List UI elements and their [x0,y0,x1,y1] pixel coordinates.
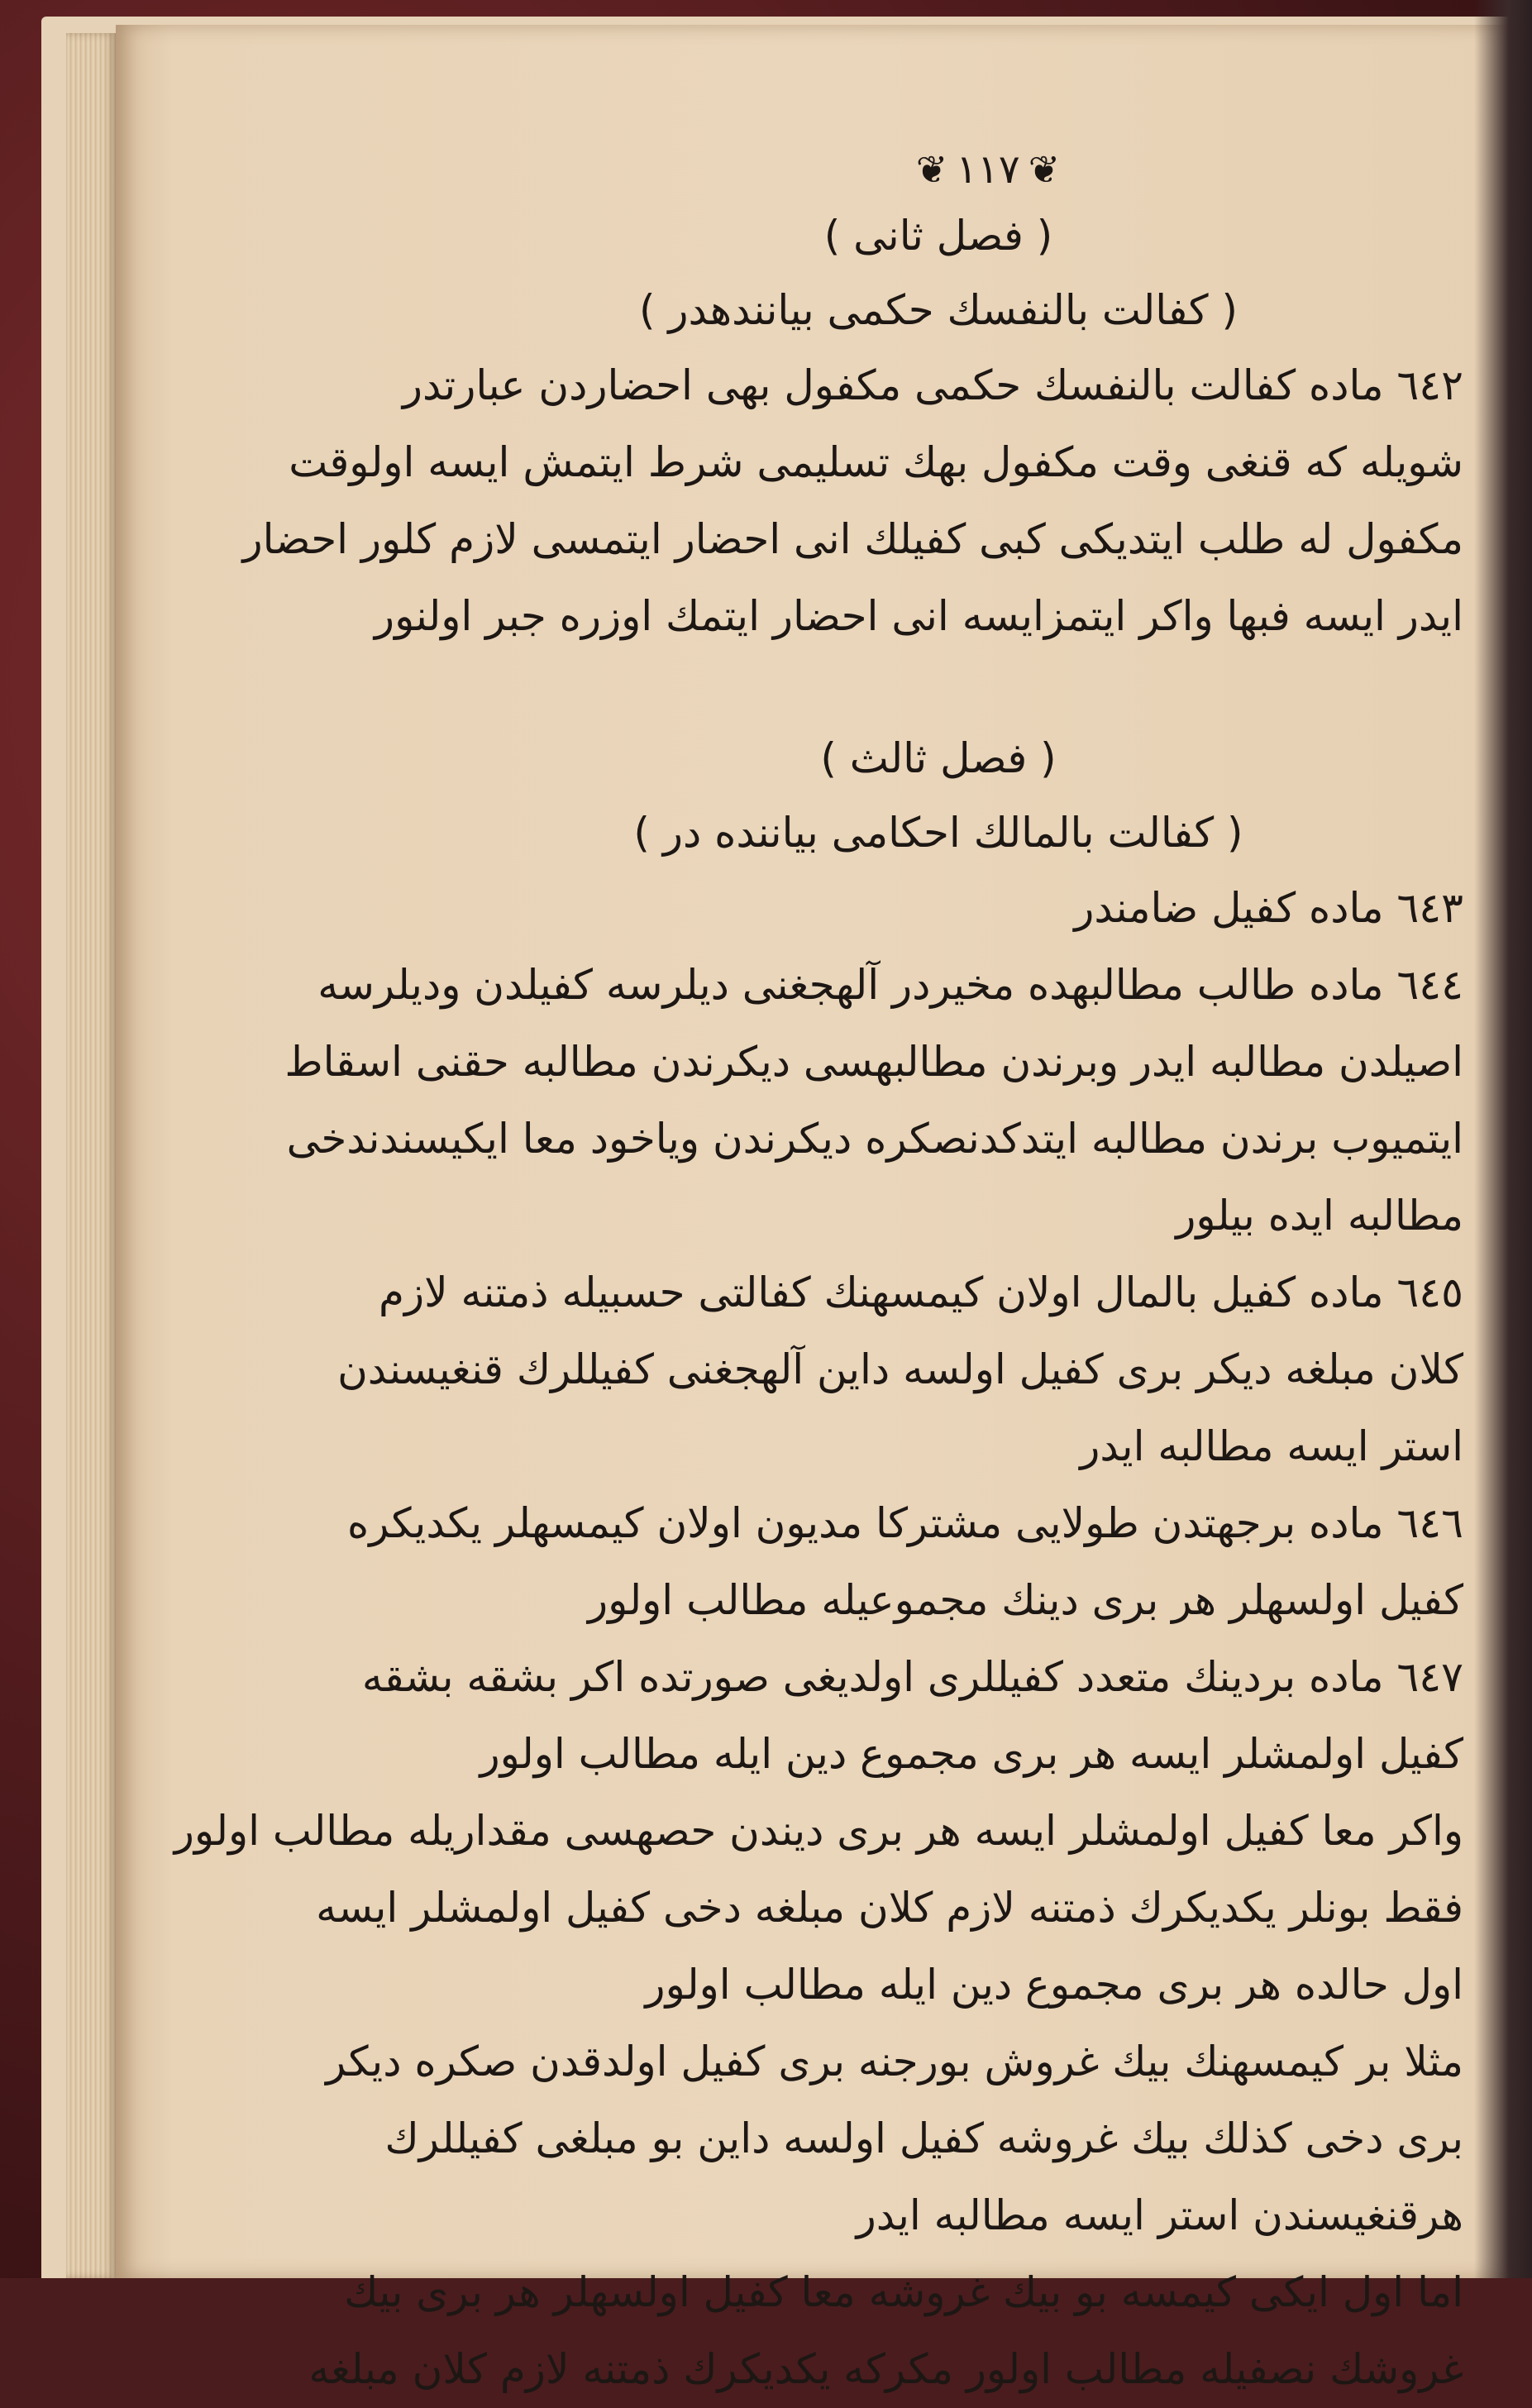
text-line: مطالبه ایده بیلور [1176,1192,1463,1240]
text-line: ایتمیوب برندن مطالبه ایتدکدنصکره دیکرندن ویاخود معا ایکیسندندخی [286,1115,1463,1163]
right-edge [1474,0,1532,2278]
page-number: ١١٧ [956,146,1020,193]
text-line: استر ایسه مطالبه ایدر [1080,1422,1463,1470]
page-edges [66,33,116,2278]
text-line: بری دخی کذلك بیك غروشه کفیل اولسه داین بو مبلغی کفیللرك [384,2114,1463,2162]
text-line: واکر معا کفیل اولمشلر ایسه هر بری دیندن حصهسی مقداریله مطالب اولور [174,1807,1463,1855]
text-line: مثلا بر کیمسهنك بیك غروش بورجنه بری کفیل اولدقدن صکره دیکر [326,2038,1463,2086]
section-title: ( فصل ثانی ) [823,212,1053,260]
text-line: شویله که قنغی وقت مکفول بهك تسلیمی شرط ایتمش ایسه اولوقت [289,438,1463,486]
text-line: ٦٤٢ ماده کفالت بالنفسك حکمی مکفول بهی احضاردن عبارتدر [402,361,1463,409]
text-line: فقط بونلر یکدیکرك ذمتنه لازم کلان مبلغه دخی کفیل اولمشلر ایسه [316,1884,1463,1932]
page-header [513,141,1463,198]
text-line: ٦٤٧ ماده بردینك متعدد کفیللری اولدیغی صورتده اکر بشقه بشقه [361,1653,1463,1701]
text-line: اول حالده هر بری مجموع دین ایله مطالب اولور [645,1961,1463,2009]
text-line: کفیل اولمشلر ایسه هر بری مجموع دین ایله مطالب اولور [480,1730,1463,1778]
text-line: غروشك نصفیله مطالب اولور مکرکه یکدیکرك ذمتنه لازم کلان مبلغه [308,2345,1463,2393]
ornament-right-icon: ❦ [915,147,948,192]
section-subtitle: ( کفالت بالمالك احکامی بیاننده در ) [633,809,1243,857]
text-line: کفیل اولسهلر هر بری دینك مجموعیله مطالب اولور [587,1576,1463,1624]
page-text [174,141,1463,2408]
text-line: اما اول ایکی کیمسه بو بیك غروشه معا کفیل اولسهلر هر بری بیك [344,2268,1463,2316]
ornament-left-icon: ❦ [1028,147,1061,192]
section-subtitle: ( کفالت بالنفسك حکمی بیانندهدر ) [639,286,1238,334]
section-gap [413,655,1463,721]
text-line: ٦٤٥ ماده کفیل بالمال اولان کیمسهنك کفالتی حسبیله ذمتنه لازم [379,1268,1463,1316]
text-line: کلان مبلغه دیکر بری کفیل اولسه داین آلهجغنی کفیللرك قنغیسندن [337,1345,1463,1393]
text-line: ایدر ایسه فبها واکر ایتمزایسه انی احضار ایتمك اوزره جبر اولنور [374,592,1463,640]
text-line: هرقنغیسندن استر ایسه مطالبه ایدر [856,2191,1463,2239]
text-line: اصیلدن مطالبه ایدر وبرندن مطالبهسی دیکرندن مطالبه حقنی اسقاط [284,1038,1463,1086]
section-title: ( فصل ثالث ) [820,734,1057,782]
text-line: مکفول له طلب ایتدیکی کبی کفیلك انی احضار ایتمسی لازم کلور احضار [242,515,1463,563]
text-line: ٦٤٣ ماده کفیل ضامندر [1074,884,1463,932]
text-line: ٦٤٤ ماده طالب مطالبهده مخیردر آلهجغنی دیلرسه کفیلدن ودیلرسه [317,961,1463,1009]
text-line: ٦٤٦ ماده برجهتدن طولایی مشترکا مدیون اولان کیمسهلر یکدیکره [347,1499,1463,1547]
